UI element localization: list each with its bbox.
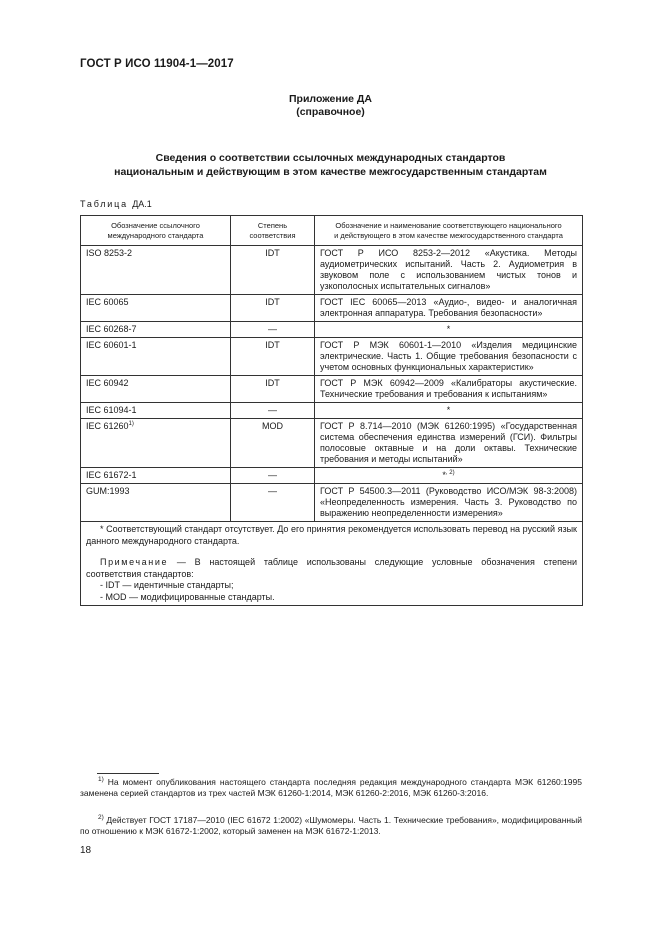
table-row (81, 338, 583, 376)
cell-international-standard (81, 376, 231, 403)
national-standard-text: ГОСТ Р 8.714—2010 (МЭК 61260:1995) «Государственная система обеспечения единства измерений (ГСИ). Фильтры полосовые октавные и на доли октавы. Технические требования и методы испытаний» (320, 421, 577, 464)
header-national-standard (315, 216, 583, 246)
cell-degree: MOD (231, 419, 315, 468)
footnote-2-text: Действует ГОСТ 17187—2010 (IEC 61672 1:2002) «Шумомеры. Часть 1. Технические требования», модифицированный по отношению к МЭК 61672-1:2002, который заменен на МЭК 61672-1:2013. (80, 815, 582, 836)
note-item-idt: - IDT — идентичные стандарты; (100, 580, 234, 590)
header-col3-line2: и действующего в этом качестве межгосударственного стандарта (334, 231, 563, 240)
section-title-line2: национальным и действующим в этом качестве межгосударственным стандартам (114, 166, 547, 178)
table-caption-label: Таблица (80, 199, 128, 209)
cell-national-standard (315, 246, 583, 295)
table-row (81, 403, 583, 419)
national-standard-text: ГОСТ Р ИСО 8253-2—2012 «Акустика. Методы аудиометрических испытаний. Часть 2. Аудиометрия в звуковом поле с использованием чистых тонов и узкополосных испытательных сигналов» (320, 248, 577, 291)
table-caption-number: ДА.1 (132, 199, 152, 209)
cell-international-standard (81, 322, 231, 338)
header-col3-line1: Обозначение и наименование соответствующего национального (335, 221, 562, 230)
cell-national-standard (315, 322, 583, 338)
cell-national-standard (315, 403, 583, 419)
section-title-line1: Сведения о соответствии ссылочных международных стандартов (155, 152, 506, 164)
footnote-1 (80, 777, 582, 799)
table-header-row (81, 216, 583, 246)
header-col1-line2: международного стандарта (107, 231, 204, 240)
correspondence-table (80, 215, 583, 606)
star-footnote: * Соответствующий стандарт отсутствует. До его принятия рекомендуется использовать перевод на русский язык данного международного стандарта. (86, 524, 577, 546)
footnote-reference: , 2) (445, 470, 455, 476)
cell-degree: — (231, 468, 315, 484)
header-col1-line1: Обозначение ссылочного (111, 221, 200, 230)
cell-international-standard (81, 295, 231, 322)
national-standard-text: * (446, 324, 451, 334)
footnote-1-mark: 1) (98, 776, 104, 784)
footnote-2-mark: 2) (98, 814, 104, 822)
cell-national-standard (315, 484, 583, 522)
header-col2-line1: Степень (257, 221, 288, 230)
cell-degree: — (231, 403, 315, 419)
table-note (86, 557, 577, 580)
table-row (81, 376, 583, 403)
table-row (81, 322, 583, 338)
cell-international-standard (81, 403, 231, 419)
cell-international-standard (81, 468, 231, 484)
cell-international-standard (81, 419, 231, 468)
cell-degree: IDT (231, 338, 315, 376)
annex-heading (80, 93, 581, 119)
national-standard-text: ГОСТ IEC 60065—2013 «Аудио-, видео- и аналогичная электронная аппаратура. Требования безопасности» (320, 297, 577, 318)
annex-kind: (справочное) (296, 106, 365, 118)
table-footer (81, 522, 583, 606)
standard-code: IEC 60268-7 (86, 324, 137, 334)
national-standard-text: * (446, 405, 451, 415)
table-row (81, 246, 583, 295)
table-row (81, 295, 583, 322)
standard-code: IEC 60065 (86, 297, 129, 307)
note-text: — В настоящей таблице использованы следующие условные обозначения степени соответствия стандартов: (86, 557, 577, 579)
cell-degree: — (231, 322, 315, 338)
footnote-separator (97, 773, 159, 774)
table-caption (80, 199, 152, 209)
cell-degree: IDT (231, 295, 315, 322)
national-standard-text: ГОСТ Р МЭК 60942—2009 «Калибраторы акустические. Технические требования и требования к испытаниям» (320, 378, 577, 399)
table-row (81, 468, 583, 484)
document-code-header: ГОСТ Р ИСО 11904-1—2017 (80, 58, 234, 70)
cell-national-standard (315, 419, 583, 468)
national-standard-text: ГОСТ Р МЭК 60601-1—2010 «Изделия медицинские электрические. Часть 1. Общие требования безопасности с учетом основных функциональных характеристик» (320, 340, 577, 372)
header-international-standard (81, 216, 231, 246)
header-degree (231, 216, 315, 246)
cell-national-standard (315, 376, 583, 403)
cell-degree: IDT (231, 376, 315, 403)
standard-code: IEC 61260 (86, 421, 129, 431)
cell-international-standard (81, 246, 231, 295)
cell-national-standard (315, 338, 583, 376)
annex-title: Приложение ДА (289, 93, 372, 105)
header-col2-line2: соответствия (249, 231, 296, 240)
cell-international-standard (81, 484, 231, 522)
table-footer-row (81, 522, 583, 606)
standard-code: IEC 61672-1 (86, 470, 137, 480)
cell-national-standard (315, 468, 583, 484)
cell-national-standard (315, 295, 583, 322)
standard-code: ISO 8253-2 (86, 248, 133, 258)
table-row (81, 419, 583, 468)
footnote-1-text: На момент опубликования настоящего стандарта последняя редакция международного стандарта МЭК 61260:1995 заменена серией стандартов из трех частей МЭК 61260-1:2014, МЭК 61260-2:2016, МЭК 61260-3:2016. (80, 777, 582, 798)
cell-degree: IDT (231, 246, 315, 295)
section-title (80, 151, 581, 179)
note-label: Примечание (100, 557, 169, 567)
standard-code: GUM:1993 (86, 486, 130, 496)
standard-code: IEC 60942 (86, 378, 129, 388)
table-body (81, 246, 583, 522)
page-number: 18 (80, 845, 92, 856)
standard-code: IEC 61094-1 (86, 405, 137, 415)
footnote-reference: 1) (128, 421, 134, 427)
note-item-mod: - MOD — модифицированные стандарты. (100, 591, 275, 602)
national-standard-text: ГОСТ Р 54500.3—2011 (Руководство ИСО/МЭК 98-3:2008) «Неопределенность измерения. Часть 3. Руководство по выражению неопределенности измерения» (320, 486, 577, 518)
cell-international-standard (81, 338, 231, 376)
table-row (81, 484, 583, 522)
cell-degree: — (231, 484, 315, 522)
national-standard-text: * (442, 470, 446, 480)
footnote-2 (80, 815, 582, 837)
standard-code: IEC 60601-1 (86, 340, 137, 350)
